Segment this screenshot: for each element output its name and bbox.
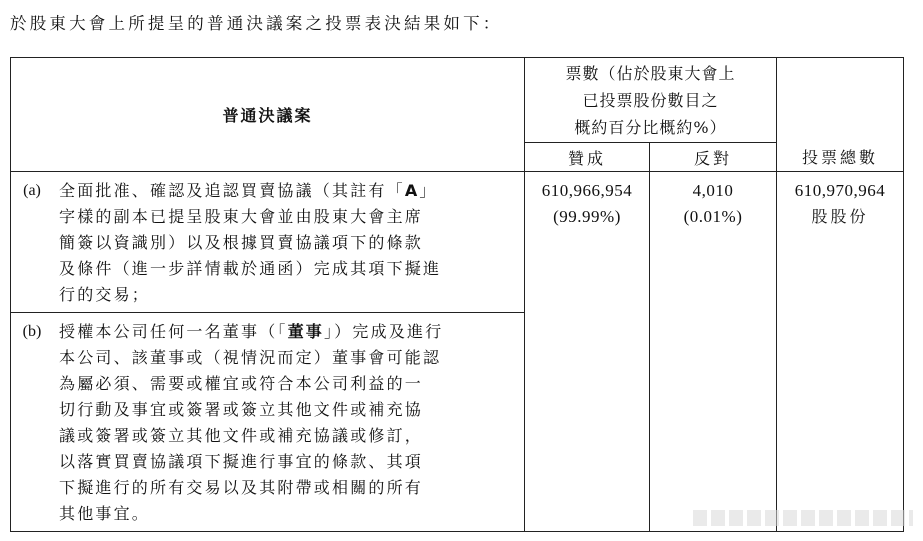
emphasis-a: A — [404, 181, 420, 200]
resolution-b-cell — [11, 313, 525, 532]
resolution-text-part: 授權本公司任何一名董事（「 — [59, 322, 288, 341]
header-against: 反對 — [650, 143, 777, 172]
resolution-text-line: 切行動及事宜或簽署或簽立其他文件或補充協 — [59, 400, 424, 419]
header-resolution: 普通決議案 — [11, 58, 525, 172]
total-votes-unit: 股股份 — [811, 207, 869, 226]
resolution-a-cell — [11, 172, 525, 313]
for-votes-cell — [525, 172, 650, 532]
total-votes: 610,970,964 — [794, 181, 886, 200]
resolution-label: (b) — [22, 323, 42, 340]
resolution-text-line: 及條件（進一步詳情載於通函）完成其項下擬進 — [59, 259, 442, 278]
resolution-text-line — [59, 319, 520, 345]
resolution-text-line: 為屬必須、需要或權宜或符合本公司利益的一 — [59, 374, 424, 393]
resolution-a — [11, 172, 524, 312]
header-votes-line: 票數（佔於股東大會上 — [565, 63, 736, 83]
against-votes: 4,010 — [692, 181, 734, 200]
header-votes-line: 概約百分比概約%） — [574, 117, 727, 137]
voting-results-table — [10, 57, 904, 532]
resolution-text-line: 其他事宜。 — [59, 504, 151, 523]
resolution-text-line: 字樣的副本已提呈股東大會並由股東大會主席 — [59, 207, 424, 226]
total-votes-cell — [777, 172, 904, 532]
resolution-b — [11, 313, 524, 531]
against-percentage: (0.01%) — [683, 207, 743, 226]
against-votes-cell — [650, 172, 777, 532]
header-votes — [525, 58, 777, 143]
intro-text: 於股東大會上所提呈的普通決議案之投票表決結果如下： — [10, 14, 503, 33]
resolution-text-part: 」 — [419, 181, 438, 200]
emphasis-director: 董事 — [287, 322, 325, 341]
resolution-text-line: 以落實買賣協議項下擬進行事宜的條款、其項 — [59, 452, 424, 471]
watermark-strip — [693, 510, 913, 526]
header-votes-line: 已投票股份數目之 — [582, 90, 719, 110]
resolution-text-part: 全面批准、確認及追認買賣協議（其註有「 — [59, 181, 405, 200]
resolution-text-part: 」）完成及進行 — [324, 322, 444, 341]
resolution-text-line: 議或簽署或簽立其他文件或補充協議或修訂， — [59, 426, 424, 445]
resolution-label: (a) — [23, 182, 41, 199]
header-for: 贊成 — [525, 143, 650, 172]
for-percentage: (99.99%) — [553, 207, 621, 226]
resolution-text-line: 本公司、該董事或（視情況而定）董事會可能認 — [59, 348, 442, 367]
resolution-text — [53, 178, 520, 308]
resolution-text-line: 簡簽以資識別）以及根據買賣協議項下的條款 — [59, 233, 424, 252]
resolution-text-line — [59, 178, 520, 204]
resolution-text-line: 下擬進行的所有交易以及其附帶或相關的所有 — [59, 478, 424, 497]
resolution-text-line: 行的交易； — [59, 285, 151, 304]
header-total-votes: 投票總數 — [777, 58, 904, 172]
for-votes: 610,966,954 — [541, 181, 633, 200]
resolution-text — [53, 319, 520, 527]
